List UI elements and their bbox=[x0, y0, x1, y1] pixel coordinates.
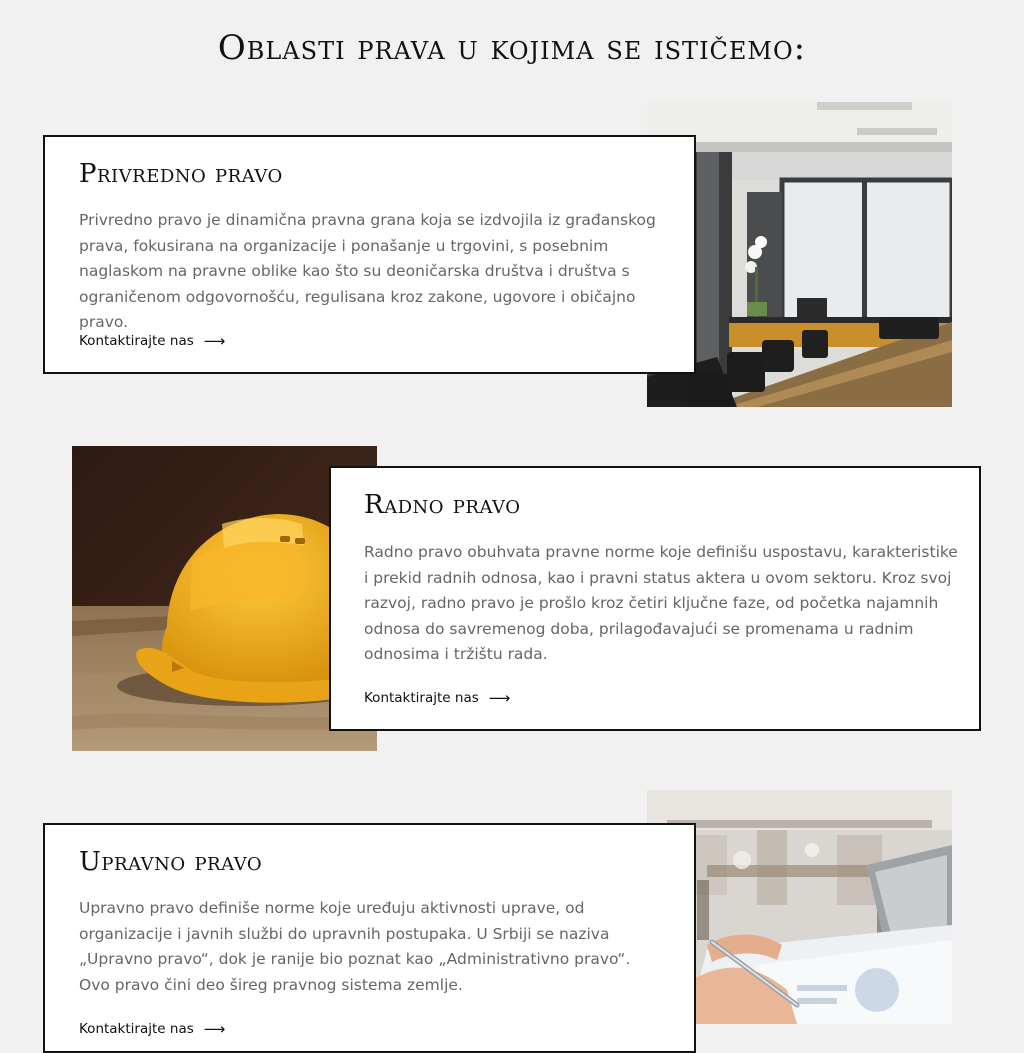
contact-link-label: Kontaktirajte nas bbox=[364, 690, 479, 706]
arrow-right-icon: ⟶ bbox=[203, 331, 226, 350]
contact-link[interactable] bbox=[79, 333, 225, 349]
contact-link[interactable] bbox=[79, 1021, 225, 1037]
section-title: Radno pravo bbox=[364, 490, 521, 520]
section-title: Upravno pravo bbox=[79, 847, 263, 877]
contact-link[interactable] bbox=[364, 690, 510, 706]
page-title: Oblasti prava u kojima se ističemo: bbox=[217, 28, 807, 68]
section-card bbox=[43, 823, 696, 1053]
section-card bbox=[329, 466, 981, 731]
section-card bbox=[43, 135, 696, 374]
section-title: Privredno pravo bbox=[79, 159, 283, 189]
section-description: Radno pravo obuhvata pravne norme koje definišu uspostavu, karakteristike i prekid radnih odnosa, kao i pravni status aktera u ovom sektoru. Kroz svoj razvoj, radno pravo je prošlo kroz četiri ključne faze, od početka najamnih odnosa do savremenog doba, prilagođavajući se promenama u radnim odnosima i tržištu rada. bbox=[364, 543, 958, 663]
contact-link-label: Kontaktirajte nas bbox=[79, 1021, 194, 1037]
contact-link-label: Kontaktirajte nas bbox=[79, 333, 194, 349]
arrow-right-icon: ⟶ bbox=[488, 688, 511, 707]
section-description: Privredno pravo je dinamična pravna grana koja se izdvojila iz građanskog prava, fokusirana na organizacije i ponašanje u trgovini, s posebnim naglaskom na pravne oblike kao što su deoničarska društva i društva s ograničenom odgovornošću, regulisana kroz zakone, ugovore i običajno pravo. bbox=[79, 211, 656, 331]
arrow-right-icon: ⟶ bbox=[203, 1019, 226, 1038]
section-description: Upravno pravo definiše norme koje uređuju aktivnosti uprave, od organizacije i javnih službi do upravnih postupaka. U Srbiji se naziva „Upravno pravo“, dok je ranije bio poznat kao „Administrativno pravo“. Ovo pravo čini deo šireg pravnog sistema zemlje. bbox=[79, 899, 631, 994]
